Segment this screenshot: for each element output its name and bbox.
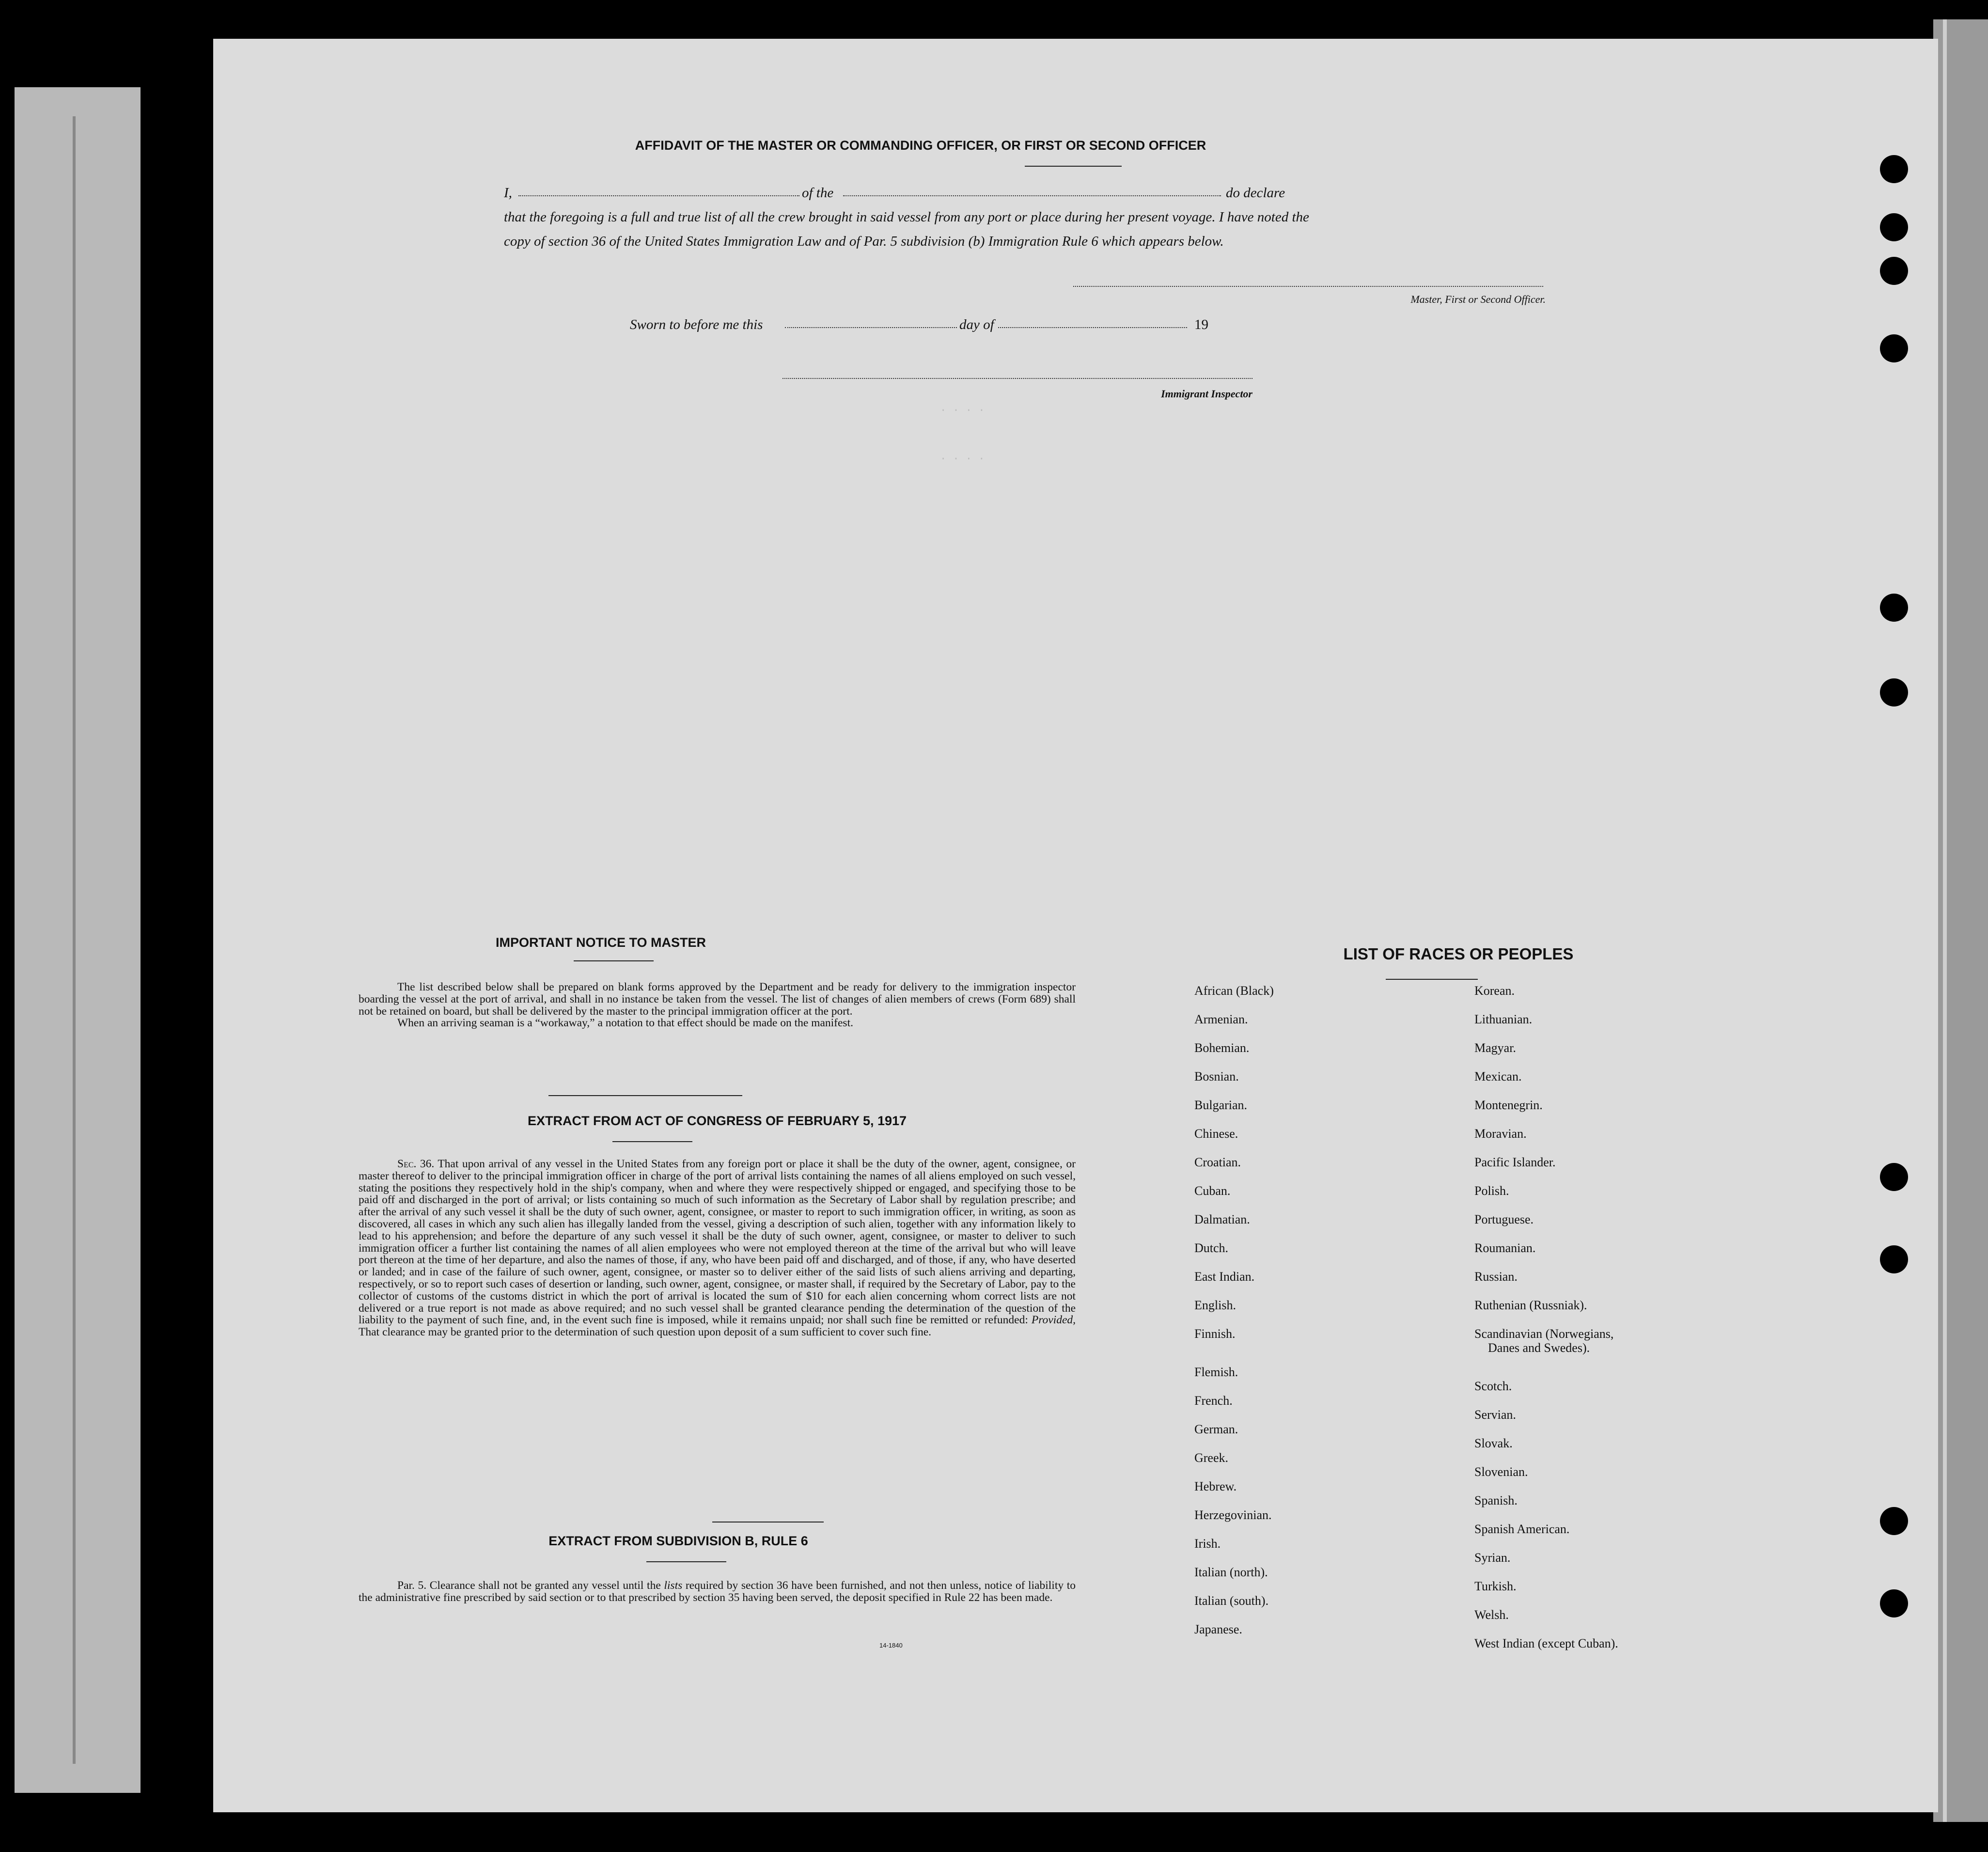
race-left-item: Flemish. xyxy=(1194,1365,1238,1379)
race-left-item: African (Black) xyxy=(1194,984,1274,998)
race-left-item: Japanese. xyxy=(1194,1622,1242,1636)
notice-rule xyxy=(574,960,654,961)
race-right-item: Slovenian. xyxy=(1474,1465,1528,1479)
inspector-label: Immigrant Inspector xyxy=(1161,388,1252,400)
race-left-item: Bohemian. xyxy=(1194,1041,1250,1055)
race-left-item: Herzegovinian. xyxy=(1194,1508,1272,1522)
affidavit-title: AFFIDAVIT OF THE MASTER OR COMMANDING OFFICER, OR FIRST OR SECOND OFFICER xyxy=(635,138,1206,153)
sworn-year: 19 xyxy=(1194,317,1208,332)
binder-hole xyxy=(1880,334,1908,362)
notice-paragraph-2: When an arriving seaman is a “workaway,” a notation to that effect should be made on the manifest. xyxy=(397,1017,853,1030)
race-left-item: Bulgarian. xyxy=(1194,1098,1248,1112)
sworn-line xyxy=(630,313,1260,337)
notice-paragraph-1: The list described below shall be prepared on blank forms approved by the Department and be ready for delivery to the immigration inspector boarding the vessel at the port of arrival, and shall in no instance be taken from the vessel. The list of changes of alien members of crews (Form 689) shall not be retained on board, but shall be delivered by the master to the principal immigration officer at the port. xyxy=(359,981,1076,1018)
race-left-item: French. xyxy=(1194,1394,1233,1408)
race-right-item: Mexican. xyxy=(1474,1069,1522,1083)
binder-hole xyxy=(1880,155,1908,183)
race-right-item: Scandinavian (Norwegians, xyxy=(1474,1327,1614,1341)
race-right-item: Moravian. xyxy=(1474,1127,1527,1141)
race-left-item: Italian (south). xyxy=(1194,1594,1269,1608)
affidavit-line-2: that the foregoing is a full and true list of all the crew brought in said vessel from any port or place during her present voyage. I have noted the xyxy=(504,209,1309,225)
binder-hole xyxy=(1880,257,1908,285)
affidavit-do-declare: do declare xyxy=(1226,185,1285,201)
race-right-item: Syrian. xyxy=(1474,1551,1511,1565)
race-left-item: Dutch. xyxy=(1194,1241,1229,1255)
race-left-item: Italian (north). xyxy=(1194,1565,1268,1579)
race-right-item: Turkish. xyxy=(1474,1579,1517,1593)
rule-body xyxy=(359,1580,1076,1604)
rule-text-b: required by section 36 have been furnished, and not then unless, notice of liability to the administrative fine prescribed by said section or to that prescribed by section 35 having been served, the deposit specified in Rule 22 has been made. xyxy=(359,1579,1076,1604)
race-right-item: Pacific Islander. xyxy=(1474,1155,1556,1169)
adjacent-page-strip xyxy=(15,87,141,1793)
act-rule xyxy=(612,1141,692,1142)
act-text-end: That clearance may be granted prior to the determination of such question upon deposit of a sum sufficient to cover such fine. xyxy=(359,1326,932,1339)
act-text: That upon arrival of any vessel in the United States from any foreign port or place it shall be the duty of the owner, agent, consignee, or master thereof to deliver to the principal immigration officer in charge of the port of arrival lists containing the names of all aliens employed on such vessel, stating the positions they respectively hold in the ship's company, when and where they were respectively shipped or engaged, and specifying those to be paid off and discharged in the port of arrival; or lists containing so much of such information as the Secretary of Labor shall by regulation prescribe; and after the arrival of any such vessel it shall be the duty of such owner, agent, consignee, or master to report to such immigration officer, in writing, as soon as discovered, all cases in which any such alien has illegally landed from the vessel, giving a description of such alien, together with any information likely to lead to his apprehension; and before the departure of any such vessel it shall be the duty of such owner, agent, consignee, or master to deliver to such immigration officer a further list containing the names of all alien employees who were not employed thereon at the time of the arrival but who will leave port thereon at the time of her departure, and also the names of those, if any, who have been paid off and discharged, and of those, if any, who have deserted or landed; and in case of the failure of such owner, agent, consignee, or master so to deliver either of the said lists of such aliens arriving and departing, respectively, or so to report such cases of desertion or landing, such owner, agent, consignee, or master shall, if required by the Secretary of Labor, pay to the collector of customs of the customs district in which the port of arrival is located the sum of $10 for each alien concerning whom correct lists are not delivered or a true report is not made as above required; and no such vessel shall be granted clearance pending the determination of the question of the liability to the payment of such fine, and, in the event such fine is imposed, while it remains unpaid; nor shall such fine be remitted or refunded: xyxy=(359,1158,1076,1327)
binder-hole xyxy=(1880,213,1908,241)
sworn-month-blank xyxy=(998,327,1187,328)
race-right-item: Polish. xyxy=(1474,1184,1509,1198)
race-right-item: Welsh. xyxy=(1474,1608,1509,1622)
race-right-item: Spanish. xyxy=(1474,1493,1518,1507)
act-title: EXTRACT FROM ACT OF CONGRESS OF FEBRUARY 5, 1917 xyxy=(527,1114,907,1128)
race-left-item: Irish. xyxy=(1194,1537,1221,1551)
race-right-item: Slovak. xyxy=(1474,1436,1513,1450)
race-left-item: German. xyxy=(1194,1422,1238,1436)
binder-hole xyxy=(1880,594,1908,622)
race-left-item: Chinese. xyxy=(1194,1127,1238,1141)
binder-hole xyxy=(1880,678,1908,706)
act-body xyxy=(359,1158,1076,1338)
affidavit-i: I, xyxy=(504,185,512,201)
rule-title-rule xyxy=(646,1561,726,1562)
race-right-item: Portuguese. xyxy=(1474,1212,1534,1226)
bleed-through: . . . . xyxy=(940,451,985,463)
binder-hole xyxy=(1880,1589,1908,1617)
affidavit-line-3: copy of section 36 of the United States Immigration Law and of Par. 5 subdivision (b) Immigration Rule 6 which appears below. xyxy=(504,234,1224,249)
sworn-text: Sworn to before me this xyxy=(630,317,763,332)
lists-word: lists xyxy=(664,1579,683,1592)
affidavit-of-the: of the xyxy=(802,185,834,201)
notice-title: IMPORTANT NOTICE TO MASTER xyxy=(496,935,706,950)
master-signature-line xyxy=(1073,286,1543,287)
race-right-item: Magyar. xyxy=(1474,1041,1516,1055)
inspector-signature-line xyxy=(783,378,1252,379)
rule-text-a: Par. 5. Clearance shall not be granted any vessel until the xyxy=(397,1579,661,1592)
rule-title: EXTRACT FROM SUBDIVISION B, RULE 6 xyxy=(548,1534,808,1548)
race-right-item: Montenegrin. xyxy=(1474,1098,1543,1112)
title-rule xyxy=(1025,166,1122,167)
affidavit-line-1 xyxy=(504,181,1744,205)
binder-hole xyxy=(1880,1507,1908,1535)
race-left-item: Cuban. xyxy=(1194,1184,1231,1198)
race-right-item: Lithuanian. xyxy=(1474,1012,1533,1026)
race-left-item: English. xyxy=(1194,1298,1236,1312)
race-left-item: Armenian. xyxy=(1194,1012,1248,1026)
sworn-day-of: day of xyxy=(959,317,994,332)
races-rule xyxy=(1386,979,1478,980)
race-left-item: Finnish. xyxy=(1194,1327,1236,1341)
bleed-through: . . . . xyxy=(940,402,985,414)
provided-word: Provided, xyxy=(1031,1314,1076,1327)
notice-body xyxy=(359,981,1076,1029)
race-right-item: Servian. xyxy=(1474,1408,1516,1422)
section-label: Sec. 36. xyxy=(397,1158,435,1170)
race-right-item: West Indian (except Cuban). xyxy=(1474,1636,1618,1650)
vessel-blank xyxy=(843,195,1221,196)
race-right-item: Russian. xyxy=(1474,1270,1518,1284)
race-left-item: Greek. xyxy=(1194,1451,1229,1465)
race-left-item: Hebrew. xyxy=(1194,1479,1237,1493)
master-signature-label: Master, First or Second Officer. xyxy=(1410,293,1546,305)
race-right-item: Danes and Swedes). xyxy=(1488,1341,1590,1355)
race-right-item: Spanish American. xyxy=(1474,1522,1570,1536)
race-left-item: Bosnian. xyxy=(1194,1069,1239,1083)
sworn-day-blank xyxy=(785,327,957,328)
race-right-item: Scotch. xyxy=(1474,1379,1512,1393)
underlying-page-edge xyxy=(1933,19,1988,1822)
race-right-item: Korean. xyxy=(1474,984,1515,998)
section-rule xyxy=(548,1095,742,1096)
race-left-item: Dalmatian. xyxy=(1194,1212,1250,1226)
manifest-page xyxy=(213,39,1938,1812)
name-blank xyxy=(518,195,799,196)
binder-hole xyxy=(1880,1163,1908,1191)
binder-hole xyxy=(1880,1245,1908,1273)
form-number: 14-1840 xyxy=(879,1642,903,1649)
race-right-item: Roumanian. xyxy=(1474,1241,1536,1255)
race-left-item: Croatian. xyxy=(1194,1155,1241,1169)
races-title: LIST OF RACES OR PEOPLES xyxy=(1343,945,1574,963)
race-right-item: Ruthenian (Russniak). xyxy=(1474,1298,1587,1312)
race-left-item: East Indian. xyxy=(1194,1270,1255,1284)
